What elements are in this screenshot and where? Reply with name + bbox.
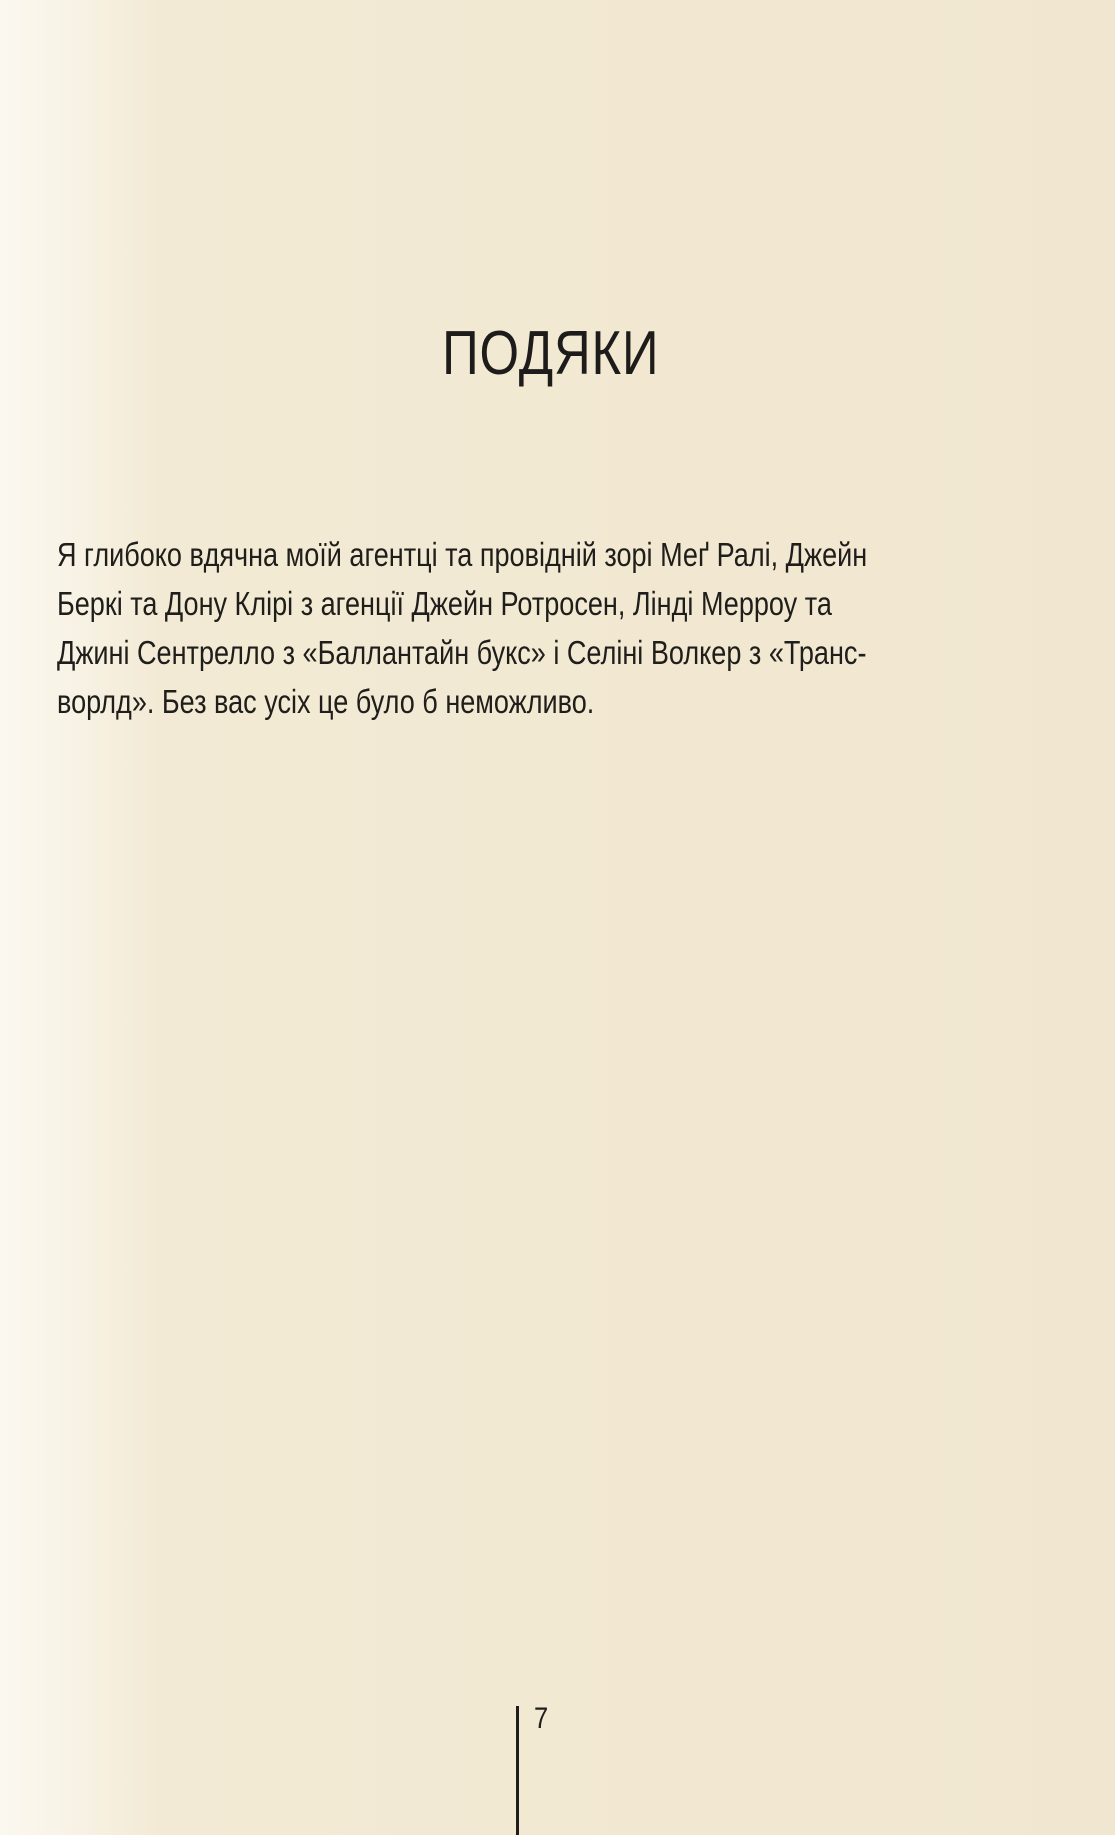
page-number-rule [516,1706,519,1835]
page-number: 7 [534,1702,549,1735]
page-title: ПОДЯКИ [442,319,660,388]
acknowledgements-paragraph [57,530,1033,726]
paragraph-line: ворлд». Без вас усіх це було б неможливо. [57,683,595,720]
paragraph-line: Беркі та Дону Клірі з агенції Джейн Ротросен, Лінді Мерроу та [57,585,832,622]
paragraph-line: Я глибоко вдячна моїй агентці та провідній зорі Меґ Ралі, Джейн [57,536,868,573]
paragraph-line: Джині Сентрелло з «Баллантайн букс» і Селіні Волкер з «Транс- [57,634,867,671]
